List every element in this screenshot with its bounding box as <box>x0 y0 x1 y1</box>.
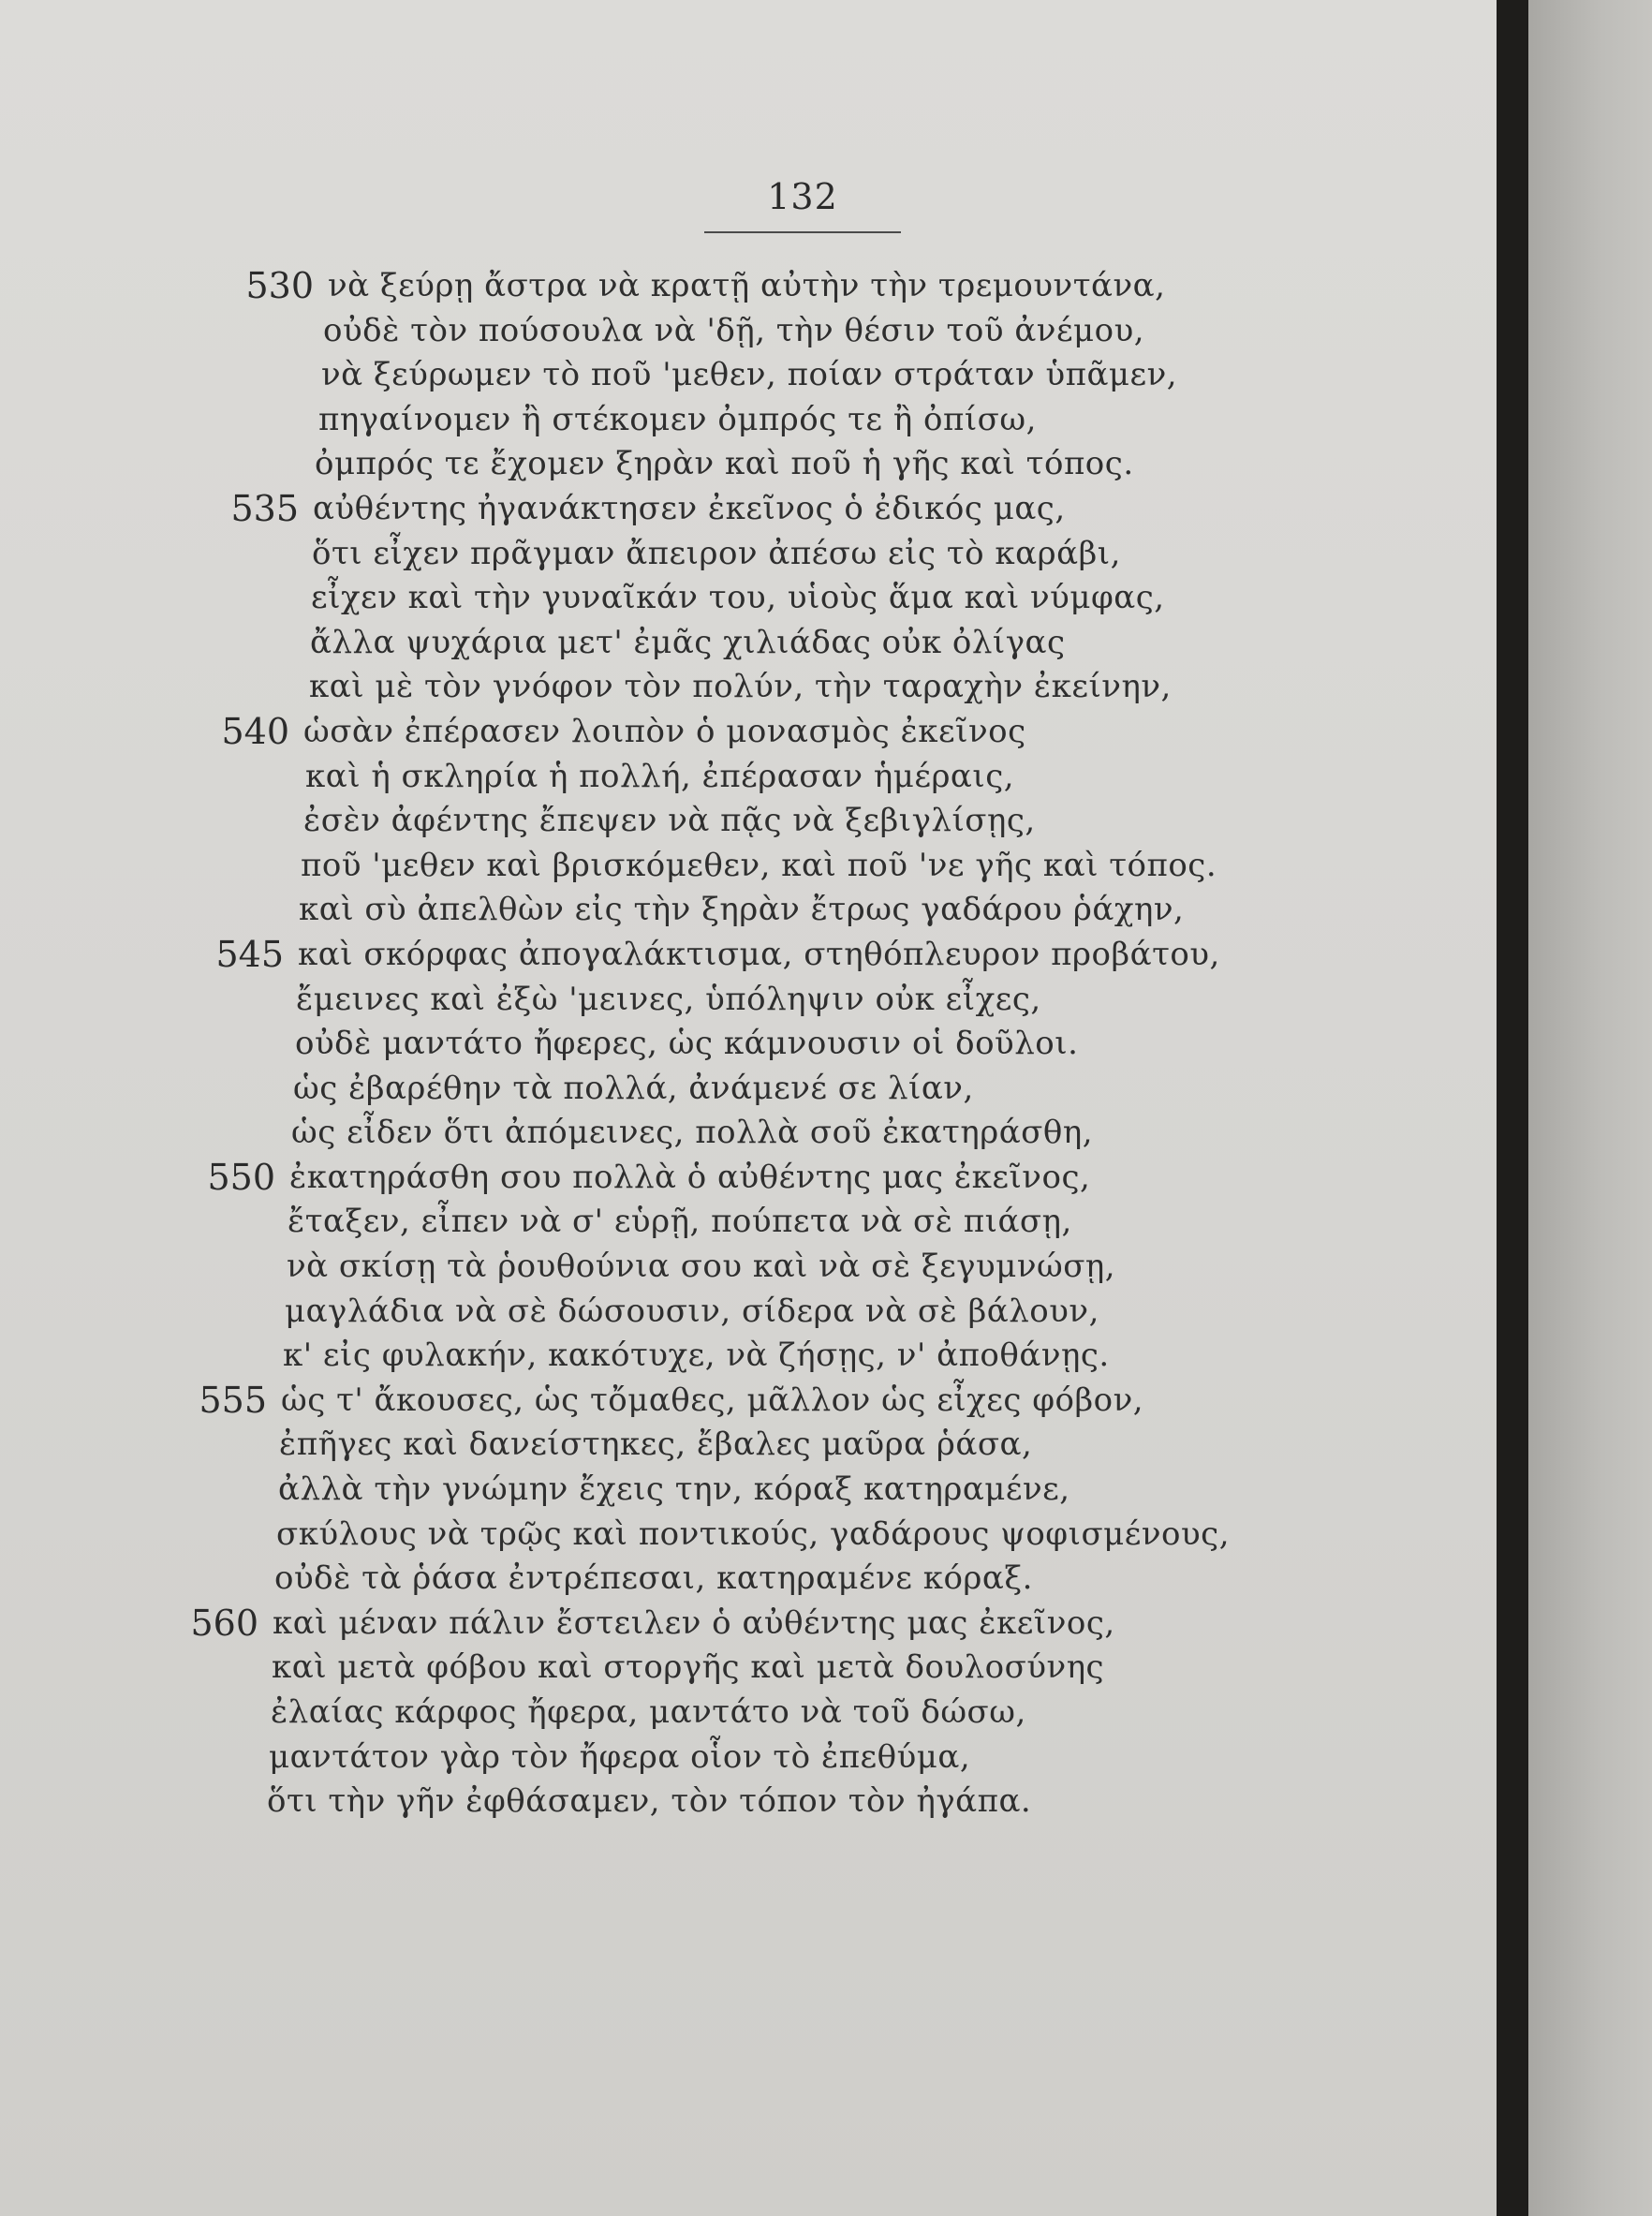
verse-text: οὐδὲ τὰ ῥάσα ἐντρέπεσαι, κατηραμένε κόραξ. <box>274 1559 1033 1598</box>
verse-line <box>0 487 1497 532</box>
verse-line <box>0 1602 1497 1647</box>
verse-line <box>0 621 1497 666</box>
verse-line <box>0 1557 1497 1602</box>
line-number: 545 <box>215 933 284 975</box>
verse-text: ἐπῆγες καὶ δανείστηκες, ἔβαλες μαῦρα ῥάσα, <box>279 1426 1033 1464</box>
line-number: 550 <box>207 1156 275 1198</box>
verse-line <box>0 1513 1497 1558</box>
verse-line <box>0 1780 1497 1825</box>
verse-line <box>0 1245 1497 1290</box>
verse-line <box>0 309 1497 354</box>
verse-text: σκύλους νὰ τρῷς καὶ ποντικούς, γαδάρους ψοφισμένους, <box>276 1514 1231 1553</box>
verse-line <box>0 1736 1497 1780</box>
verse-line <box>0 1156 1497 1201</box>
verse-text: ἄλλα ψυχάρια μετ' ἐμᾶς χιλιάδας οὐκ ὀλίγας <box>310 623 1066 661</box>
verse-line <box>0 1200 1497 1245</box>
verse-text: καὶ σὺ ἀπελθὼν εἰς τὴν ξηρὰν ἔτρως γαδάρου ῥάχην, <box>299 891 1185 929</box>
verse-text: νὰ ξεύρωμεν τὸ ποῦ 'μεθεν, ποίαν στράταν ὑπᾶμεν, <box>321 356 1178 394</box>
verse-text: ὡς τ' ἄκουσες, ὡς τὄμαθες, μᾶλλον ὡς εἶχες φόβον, <box>281 1381 1144 1419</box>
verse-line <box>0 532 1497 577</box>
line-number: 530 <box>245 265 314 306</box>
verse-line <box>0 1111 1497 1156</box>
verse-text: ἔμεινες καὶ ἐξὼ 'μεινες, ὑπόληψιν οὐκ εἶχες, <box>296 980 1041 1018</box>
line-number: 540 <box>221 710 289 752</box>
verse-text: πηγαίνομεν ἢ στέκομεν ὀμπρός τε ἢ ὀπίσω, <box>318 400 1037 438</box>
verse-text: ἔταξεν, εἶπεν νὰ σ' εὑρῇ, πούπετα νὰ σὲ πιάσῃ, <box>288 1203 1072 1241</box>
verse-line <box>0 710 1497 755</box>
verse-line <box>0 576 1497 621</box>
line-number: 555 <box>199 1379 267 1421</box>
verse-line <box>0 755 1497 800</box>
verse-line <box>0 844 1497 889</box>
verse-line <box>0 1379 1497 1424</box>
verse-text: εἶχεν καὶ τὴν γυναῖκάν του, υἱοὺς ἅμα καὶ νύμφας, <box>311 579 1165 617</box>
line-number: 560 <box>190 1602 258 1644</box>
verse-text: ὡς ἐβαρέθην τὰ πολλά, ἀνάμενέ σε λίαν, <box>293 1069 974 1107</box>
verse-text: οὐδὲ τὸν πούσουλα νὰ 'δῇ, τὴν θέσιν τοῦ ἀνέμου, <box>323 311 1145 349</box>
verse-text: καὶ μέναν πάλιν ἔστειλεν ὁ αὐθέντης μας ἐκεῖνος, <box>273 1603 1115 1642</box>
verse-text: νὰ σκίσῃ τὰ ῥουθούνια σου καὶ νὰ σὲ ξεγυμνώσῃ, <box>287 1248 1116 1286</box>
verse-text: ἐσὲν ἀφέντης ἔπεψεν νὰ πᾷς νὰ ξεβιγλίσῃς, <box>303 802 1036 840</box>
verse-line <box>0 1334 1497 1379</box>
verse-line <box>0 398 1497 443</box>
verse-line <box>0 1290 1497 1335</box>
verse-text: οὐδὲ μαντάτο ἤφερες, ὡς κάμνουσιν οἱ δοῦλοι. <box>295 1025 1079 1063</box>
line-number: 535 <box>230 487 299 529</box>
verse-text: ὅτι τὴν γῆν ἐφθάσαμεν, τὸν τόπον τὸν ἠγάπα. <box>267 1782 1032 1821</box>
verse-text: ὡς εἶδεν ὅτι ἀπόμεινες, πολλὰ σοῦ ἐκατηράσθη, <box>291 1114 1094 1152</box>
verse-text: καὶ μετὰ φόβου καὶ στοργῆς καὶ μετὰ δουλοσύνης <box>272 1648 1105 1687</box>
verse-text: ἀλλὰ τὴν γνώμην ἔχεις την, κόραξ κατηραμένε, <box>278 1470 1070 1509</box>
verse-text: καὶ σκόρφας ἀπογαλάκτισμα, στηθόπλευρον προβάτου, <box>298 935 1220 973</box>
verse-line <box>0 1646 1497 1691</box>
verse-text: καὶ μὲ τὸν γνόφον τὸν πολύν, τὴν ταραχὴν ἐκείνην, <box>309 668 1172 706</box>
verse-line <box>0 933 1497 978</box>
verse-text: μαντάτον γὰρ τὸν ἤφερα οἷον τὸ ἐπεθύμα, <box>269 1737 971 1776</box>
verse-line <box>0 1067 1497 1112</box>
verse-text: ἐκατηράσθη σου πολλὰ ὁ αὐθέντης μας ἐκεῖνος, <box>289 1158 1091 1196</box>
verse-text: ὀμπρός τε ἔχομεν ξηρὰν καὶ ποῦ ἡ γῆς καὶ τόπος. <box>315 445 1134 483</box>
verse-text: ὡσὰν ἐπέρασεν λοιπὸν ὁ μονασμὸς ἐκεῖνος <box>303 712 1026 750</box>
verse-line <box>0 353 1497 398</box>
verse-line <box>0 1423 1497 1468</box>
verse-line <box>0 264 1497 309</box>
verse-text: νὰ ξεύρῃ ἄστρα νὰ κρατῇ αὐτὴν τὴν τρεμουντάνα, <box>328 267 1166 304</box>
verse-text: ποῦ 'μεθεν καὶ βρισκόμεθεν, καὶ ποῦ 'νε γῆς καὶ τόπος. <box>301 846 1217 884</box>
header-rule <box>704 231 901 233</box>
verse-line <box>0 978 1497 1023</box>
book-binding <box>1497 0 1528 2216</box>
verse-text: μαγλάδια νὰ σὲ δώσουσιν, σίδερα νὰ σὲ βάλουν, <box>285 1292 1099 1330</box>
verse-text: ἐλαίας κάρφος ἤφερα, μαντάτο νὰ τοῦ δώσω, <box>271 1693 1026 1731</box>
verse-line <box>0 888 1497 933</box>
poem-text <box>0 264 1497 1825</box>
verse-text: ὅτι εἶχεν πρᾶγμαν ἄπειρον ἀπέσω εἰς τὸ καράβι, <box>312 534 1121 572</box>
verse-line <box>0 442 1497 487</box>
verse-line <box>0 1022 1497 1067</box>
facing-page-edge <box>1528 0 1652 2216</box>
verse-line <box>0 799 1497 844</box>
verse-line <box>0 665 1497 710</box>
verse-text: αὐθέντης ἠγανάκτησεν ἐκεῖνος ὁ ἐδικός μας, <box>313 489 1066 527</box>
verse-line <box>0 1691 1497 1736</box>
verse-text: κ' εἰς φυλακήν, κακότυχε, νὰ ζήσῃς, ν' ἀποθάνῃς. <box>283 1337 1110 1375</box>
verse-text: καὶ ἡ σκληρία ἡ πολλή, ἐπέρασαν ἡμέραις, <box>305 757 1015 795</box>
verse-line <box>0 1468 1497 1513</box>
page-number: 132 <box>767 176 838 217</box>
